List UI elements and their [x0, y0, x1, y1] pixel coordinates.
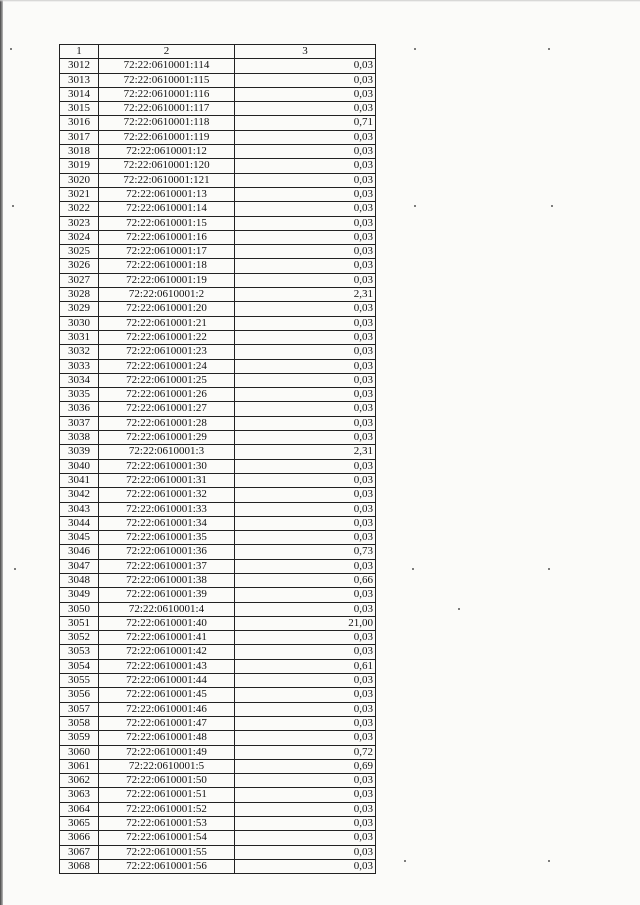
cadastral-number: 72:22:0610001:16 [99, 230, 235, 244]
row-value: 0,03 [235, 402, 376, 416]
row-value: 0,03 [235, 359, 376, 373]
scan-speck [548, 568, 550, 570]
cadastral-number: 72:22:0610001:5 [99, 759, 235, 773]
scan-top-edge [0, 0, 640, 2]
row-value: 0,03 [235, 130, 376, 144]
row-value: 21,00 [235, 616, 376, 630]
table-row [60, 345, 376, 359]
row-value: 0,72 [235, 745, 376, 759]
scan-speck [14, 568, 16, 570]
cadastral-number: 72:22:0610001:53 [99, 817, 235, 831]
scan-speck [414, 48, 416, 50]
row-value: 0,03 [235, 230, 376, 244]
table-row [60, 316, 376, 330]
row-number: 3014 [60, 87, 99, 101]
table-row [60, 73, 376, 87]
table-row [60, 659, 376, 673]
cadastral-number: 72:22:0610001:45 [99, 688, 235, 702]
cadastral-number: 72:22:0610001:22 [99, 330, 235, 344]
table-row [60, 516, 376, 530]
cadastral-number: 72:22:0610001:35 [99, 531, 235, 545]
cadastral-number: 72:22:0610001:23 [99, 345, 235, 359]
cadastral-number: 72:22:0610001:17 [99, 245, 235, 259]
row-value: 0,03 [235, 87, 376, 101]
cadastral-number: 72:22:0610001:20 [99, 302, 235, 316]
table-row [60, 59, 376, 73]
table-row [60, 588, 376, 602]
table-row [60, 831, 376, 845]
row-number: 3023 [60, 216, 99, 230]
cadastral-number: 72:22:0610001:4 [99, 602, 235, 616]
scan-speck [458, 608, 460, 610]
table-row [60, 502, 376, 516]
row-value: 0,03 [235, 631, 376, 645]
row-number: 3064 [60, 802, 99, 816]
cadastral-number: 72:22:0610001:19 [99, 273, 235, 287]
row-value: 0,69 [235, 759, 376, 773]
row-value: 0,03 [235, 473, 376, 487]
row-number: 3063 [60, 788, 99, 802]
row-value: 0,03 [235, 388, 376, 402]
row-number: 3047 [60, 559, 99, 573]
cadastral-number: 72:22:0610001:121 [99, 173, 235, 187]
row-number: 3039 [60, 445, 99, 459]
row-number: 3041 [60, 473, 99, 487]
row-value: 0,03 [235, 588, 376, 602]
row-number: 3028 [60, 288, 99, 302]
row-value: 0,03 [235, 788, 376, 802]
table-row [60, 573, 376, 587]
row-value: 0,03 [235, 716, 376, 730]
cadastral-number: 72:22:0610001:56 [99, 859, 235, 873]
table-row [60, 187, 376, 201]
row-number: 3067 [60, 845, 99, 859]
row-number: 3018 [60, 145, 99, 159]
cadastral-number: 72:22:0610001:25 [99, 373, 235, 387]
column-header-value: 3 [235, 45, 376, 59]
row-number: 3024 [60, 230, 99, 244]
cadastral-number: 72:22:0610001:18 [99, 259, 235, 273]
cadastral-number: 72:22:0610001:52 [99, 802, 235, 816]
cadastral-number: 72:22:0610001:31 [99, 473, 235, 487]
table-row [60, 102, 376, 116]
table-row [60, 116, 376, 130]
cadastral-number: 72:22:0610001:116 [99, 87, 235, 101]
row-value: 0,03 [235, 416, 376, 430]
row-value: 0,03 [235, 531, 376, 545]
row-value: 0,03 [235, 373, 376, 387]
cadastral-number: 72:22:0610001:26 [99, 388, 235, 402]
cadastral-number: 72:22:0610001:3 [99, 445, 235, 459]
row-number: 3038 [60, 431, 99, 445]
row-value: 0,71 [235, 116, 376, 130]
row-value: 0,03 [235, 259, 376, 273]
row-number: 3046 [60, 545, 99, 559]
row-number: 3025 [60, 245, 99, 259]
scan-left-edge [0, 0, 3, 905]
row-number: 3035 [60, 388, 99, 402]
row-value: 0,03 [235, 102, 376, 116]
cadastral-number: 72:22:0610001:114 [99, 59, 235, 73]
table-row [60, 459, 376, 473]
table-row [60, 759, 376, 773]
table-row [60, 631, 376, 645]
row-value: 0,03 [235, 845, 376, 859]
cadastral-number: 72:22:0610001:21 [99, 316, 235, 330]
cadastral-number: 72:22:0610001:54 [99, 831, 235, 845]
row-number: 3061 [60, 759, 99, 773]
cadastral-number: 72:22:0610001:2 [99, 288, 235, 302]
row-value: 0,03 [235, 859, 376, 873]
row-value: 0,03 [235, 502, 376, 516]
row-number: 3022 [60, 202, 99, 216]
row-value: 0,03 [235, 216, 376, 230]
row-value: 0,03 [235, 802, 376, 816]
row-number: 3034 [60, 373, 99, 387]
row-number: 3027 [60, 273, 99, 287]
row-value: 0,03 [235, 330, 376, 344]
scan-speck [404, 860, 406, 862]
cadastral-number: 72:22:0610001:115 [99, 73, 235, 87]
row-value: 0,03 [235, 702, 376, 716]
table-row [60, 674, 376, 688]
row-number: 3054 [60, 659, 99, 673]
cadastral-number: 72:22:0610001:27 [99, 402, 235, 416]
table-row [60, 145, 376, 159]
row-value: 0,03 [235, 245, 376, 259]
row-value: 0,03 [235, 645, 376, 659]
row-number: 3029 [60, 302, 99, 316]
row-value: 0,73 [235, 545, 376, 559]
row-value: 0,03 [235, 817, 376, 831]
cadastral-number: 72:22:0610001:13 [99, 187, 235, 201]
row-value: 0,03 [235, 316, 376, 330]
row-number: 3043 [60, 502, 99, 516]
table-row [60, 716, 376, 730]
row-value: 0,03 [235, 145, 376, 159]
row-number: 3055 [60, 674, 99, 688]
cadastral-number: 72:22:0610001:36 [99, 545, 235, 559]
row-value: 0,66 [235, 573, 376, 587]
cadastral-number: 72:22:0610001:40 [99, 616, 235, 630]
table-body [60, 59, 376, 874]
table-row [60, 359, 376, 373]
cadastral-number: 72:22:0610001:49 [99, 745, 235, 759]
row-value: 0,03 [235, 488, 376, 502]
row-number: 3013 [60, 73, 99, 87]
table-row [60, 130, 376, 144]
row-number: 3048 [60, 573, 99, 587]
cadastral-number: 72:22:0610001:32 [99, 488, 235, 502]
scan-speck [10, 48, 12, 50]
row-number: 3036 [60, 402, 99, 416]
table-row [60, 445, 376, 459]
table-row [60, 216, 376, 230]
row-number: 3016 [60, 116, 99, 130]
row-number: 3042 [60, 488, 99, 502]
table-row [60, 373, 376, 387]
cadastral-number: 72:22:0610001:118 [99, 116, 235, 130]
row-number: 3066 [60, 831, 99, 845]
row-number: 3044 [60, 516, 99, 530]
row-value: 0,03 [235, 516, 376, 530]
table-row [60, 745, 376, 759]
cadastral-number: 72:22:0610001:48 [99, 731, 235, 745]
cadastral-number: 72:22:0610001:43 [99, 659, 235, 673]
column-header-number: 1 [60, 45, 99, 59]
table-row [60, 173, 376, 187]
row-value: 0,03 [235, 831, 376, 845]
table-row [60, 202, 376, 216]
row-number: 3057 [60, 702, 99, 716]
table-row [60, 159, 376, 173]
cadastral-number: 72:22:0610001:28 [99, 416, 235, 430]
row-value: 0,03 [235, 187, 376, 201]
table-row [60, 288, 376, 302]
row-value: 0,03 [235, 59, 376, 73]
table-row [60, 774, 376, 788]
table-row [60, 802, 376, 816]
row-value: 0,03 [235, 345, 376, 359]
table-row [60, 431, 376, 445]
scan-speck [412, 568, 414, 570]
scan-speck [548, 860, 550, 862]
row-number: 3056 [60, 688, 99, 702]
scan-speck [548, 48, 550, 50]
cadastral-number: 72:22:0610001:14 [99, 202, 235, 216]
table-header-row [60, 45, 376, 59]
table-row [60, 402, 376, 416]
table-row [60, 531, 376, 545]
table-row [60, 645, 376, 659]
row-value: 0,03 [235, 159, 376, 173]
row-number: 3032 [60, 345, 99, 359]
cadastral-number: 72:22:0610001:12 [99, 145, 235, 159]
row-number: 3052 [60, 631, 99, 645]
cadastral-number: 72:22:0610001:39 [99, 588, 235, 602]
table-row [60, 245, 376, 259]
row-value: 0,03 [235, 431, 376, 445]
cadastral-number: 72:22:0610001:38 [99, 573, 235, 587]
table-row [60, 788, 376, 802]
cadastral-number: 72:22:0610001:37 [99, 559, 235, 573]
row-number: 3033 [60, 359, 99, 373]
table-row [60, 545, 376, 559]
table-row [60, 731, 376, 745]
row-number: 3058 [60, 716, 99, 730]
table-row [60, 488, 376, 502]
table-row [60, 817, 376, 831]
table-row [60, 702, 376, 716]
row-number: 3031 [60, 330, 99, 344]
cadastral-number: 72:22:0610001:51 [99, 788, 235, 802]
cadastral-number: 72:22:0610001:120 [99, 159, 235, 173]
table-row [60, 273, 376, 287]
table-row [60, 330, 376, 344]
row-number: 3017 [60, 130, 99, 144]
cadastral-number: 72:22:0610001:34 [99, 516, 235, 530]
cadastral-number: 72:22:0610001:15 [99, 216, 235, 230]
table-row [60, 416, 376, 430]
row-value: 0,03 [235, 73, 376, 87]
row-number: 3060 [60, 745, 99, 759]
cadastral-number: 72:22:0610001:47 [99, 716, 235, 730]
row-number: 3059 [60, 731, 99, 745]
row-value: 0,03 [235, 674, 376, 688]
row-number: 3051 [60, 616, 99, 630]
cadastral-number: 72:22:0610001:55 [99, 845, 235, 859]
row-value: 2,31 [235, 445, 376, 459]
row-value: 0,61 [235, 659, 376, 673]
row-value: 0,03 [235, 731, 376, 745]
row-number: 3040 [60, 459, 99, 473]
row-value: 0,03 [235, 302, 376, 316]
table-row [60, 845, 376, 859]
row-number: 3030 [60, 316, 99, 330]
cadastral-number: 72:22:0610001:119 [99, 130, 235, 144]
row-value: 0,03 [235, 273, 376, 287]
row-number: 3068 [60, 859, 99, 873]
row-value: 0,03 [235, 774, 376, 788]
cadastral-number: 72:22:0610001:46 [99, 702, 235, 716]
table-row [60, 688, 376, 702]
cadastral-number: 72:22:0610001:42 [99, 645, 235, 659]
row-number: 3053 [60, 645, 99, 659]
row-number: 3019 [60, 159, 99, 173]
row-number: 3045 [60, 531, 99, 545]
cadastral-number: 72:22:0610001:117 [99, 102, 235, 116]
row-number: 3021 [60, 187, 99, 201]
scan-speck [551, 205, 553, 207]
cadastral-number: 72:22:0610001:24 [99, 359, 235, 373]
table-row [60, 388, 376, 402]
table-row [60, 302, 376, 316]
row-number: 3037 [60, 416, 99, 430]
table-row [60, 616, 376, 630]
table-row [60, 259, 376, 273]
row-value: 0,03 [235, 559, 376, 573]
row-number: 3062 [60, 774, 99, 788]
table-row [60, 473, 376, 487]
row-number: 3015 [60, 102, 99, 116]
row-number: 3026 [60, 259, 99, 273]
table-row [60, 602, 376, 616]
cadastral-number: 72:22:0610001:41 [99, 631, 235, 645]
table-row [60, 87, 376, 101]
parcel-table [59, 44, 376, 874]
row-value: 0,03 [235, 202, 376, 216]
row-number: 3049 [60, 588, 99, 602]
table-row [60, 859, 376, 873]
row-number: 3012 [60, 59, 99, 73]
table-row [60, 230, 376, 244]
cadastral-number: 72:22:0610001:33 [99, 502, 235, 516]
table-row [60, 559, 376, 573]
cadastral-number: 72:22:0610001:50 [99, 774, 235, 788]
row-value: 0,03 [235, 602, 376, 616]
column-header-cadastral: 2 [99, 45, 235, 59]
row-value: 0,03 [235, 688, 376, 702]
cadastral-number: 72:22:0610001:44 [99, 674, 235, 688]
scan-speck [12, 205, 14, 207]
row-value: 0,03 [235, 173, 376, 187]
cadastral-number: 72:22:0610001:29 [99, 431, 235, 445]
row-number: 3065 [60, 817, 99, 831]
row-number: 3020 [60, 173, 99, 187]
row-number: 3050 [60, 602, 99, 616]
cadastral-number: 72:22:0610001:30 [99, 459, 235, 473]
scan-speck [414, 205, 416, 207]
row-value: 2,31 [235, 288, 376, 302]
row-value: 0,03 [235, 459, 376, 473]
